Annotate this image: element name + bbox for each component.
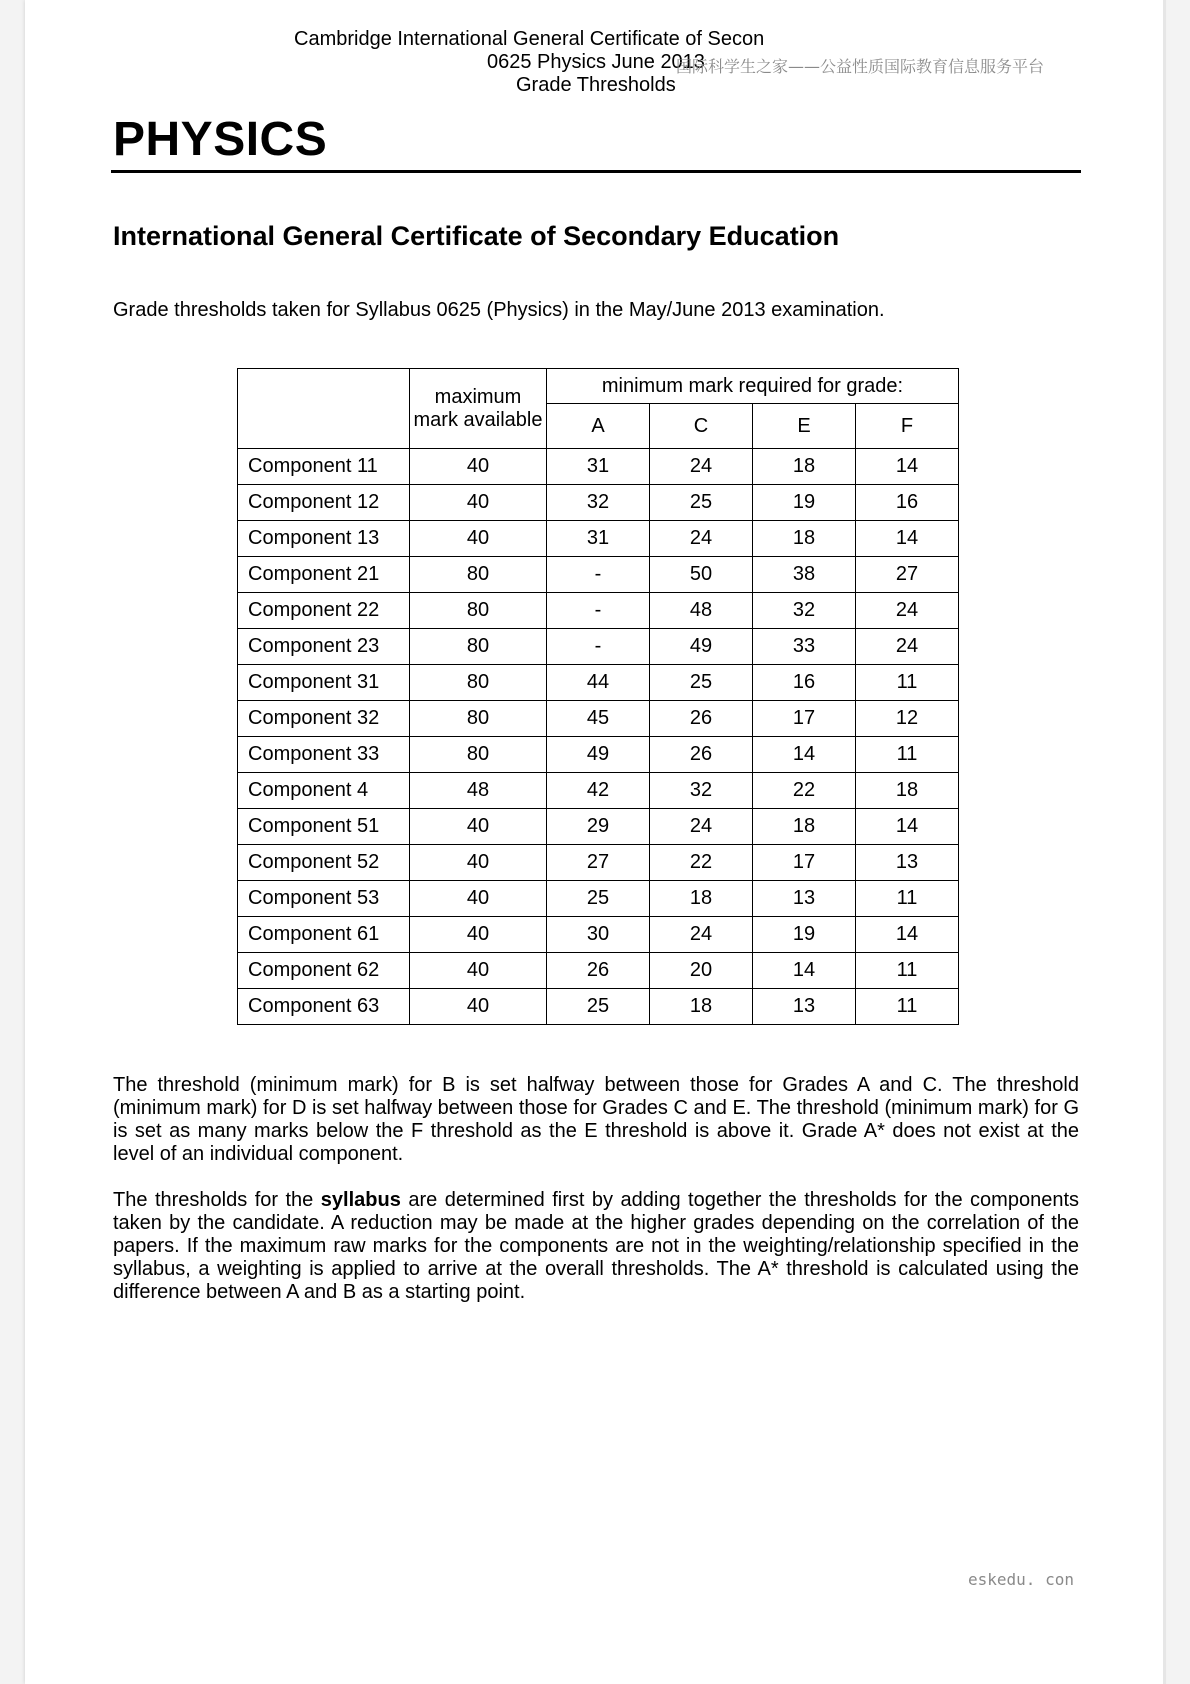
grade-f-cell: 12: [856, 701, 959, 737]
page-title: PHYSICS: [113, 113, 328, 166]
grade-e-cell: 14: [753, 737, 856, 773]
paragraph-text: The thresholds for the: [113, 1189, 321, 1211]
grade-c-cell: 18: [650, 881, 753, 917]
grade-e-cell: 18: [753, 449, 856, 485]
watermark-text: 国际科学生之家——公益性质国际教育信息服务平台: [676, 57, 1045, 76]
grade-c-cell: 24: [650, 917, 753, 953]
page-subtitle: International General Certificate of Secondary Education: [113, 221, 840, 251]
max-mark-header: maximum mark available: [410, 369, 547, 449]
grade-c-cell: 24: [650, 521, 753, 557]
component-name-cell: Component 53: [238, 881, 410, 917]
min-mark-header: minimum mark required for grade:: [547, 369, 959, 404]
grade-a-cell: -: [547, 629, 650, 665]
table-row: [238, 989, 959, 1025]
grade-e-cell: 38: [753, 557, 856, 593]
grade-a-cell: 30: [547, 917, 650, 953]
max-mark-cell: 40: [410, 953, 547, 989]
component-name-cell: Component 13: [238, 521, 410, 557]
paragraph-syllabus-thresholds: [113, 1189, 1079, 1304]
max-mark-cell: 80: [410, 557, 547, 593]
grade-e-cell: 18: [753, 521, 856, 557]
grade-e-cell: 17: [753, 845, 856, 881]
max-mark-cell: 80: [410, 737, 547, 773]
title-divider: [111, 170, 1081, 173]
grade-c-cell: 20: [650, 953, 753, 989]
grade-c-cell: 50: [650, 557, 753, 593]
max-mark-cell: 40: [410, 809, 547, 845]
grade-c-cell: 25: [650, 485, 753, 521]
max-mark-cell: 40: [410, 449, 547, 485]
component-name-cell: Component 31: [238, 665, 410, 701]
grade-f-cell: 18: [856, 773, 959, 809]
component-name-cell: Component 11: [238, 449, 410, 485]
grade-a-cell: -: [547, 593, 650, 629]
component-name-cell: Component 51: [238, 809, 410, 845]
component-header-empty: [238, 369, 410, 449]
grade-c-cell: 18: [650, 989, 753, 1025]
grade-f-cell: 11: [856, 989, 959, 1025]
max-mark-cell: 80: [410, 665, 547, 701]
grade-a-cell: 32: [547, 485, 650, 521]
grade-f-cell: 11: [856, 665, 959, 701]
grade-c-cell: 24: [650, 449, 753, 485]
component-name-cell: Component 52: [238, 845, 410, 881]
table-row: [238, 881, 959, 917]
grade-header-a: A: [547, 404, 650, 449]
grade-c-cell: 25: [650, 665, 753, 701]
grade-f-cell: 14: [856, 521, 959, 557]
grade-e-cell: 18: [753, 809, 856, 845]
grade-a-cell: -: [547, 557, 650, 593]
table-row: [238, 809, 959, 845]
component-name-cell: Component 23: [238, 629, 410, 665]
grade-f-cell: 27: [856, 557, 959, 593]
grade-e-cell: 13: [753, 989, 856, 1025]
table-row: [238, 917, 959, 953]
intro-text: Grade thresholds taken for Syllabus 0625 (Physics) in the May/June 2013 examination.: [113, 299, 885, 321]
grade-a-cell: 31: [547, 521, 650, 557]
paragraph-text: are determined first by adding together the thresholds for the components taken by the candidate. A reduction may be made at the higher grades depending on the correlation of the papers. If the maximum raw marks for the components are not in the weighting/relationship specified in the syllabus, a weighting is applied to arrive at the overall thresholds. The A* threshold is calculated using the difference between A and B as a starting point.: [113, 1189, 1080, 1303]
grade-e-cell: 14: [753, 953, 856, 989]
header-line-3: Grade Thresholds: [516, 74, 676, 96]
grade-f-cell: 11: [856, 953, 959, 989]
grade-a-cell: 45: [547, 701, 650, 737]
grade-a-cell: 29: [547, 809, 650, 845]
grade-f-cell: 11: [856, 881, 959, 917]
table-row: [238, 665, 959, 701]
grade-e-cell: 13: [753, 881, 856, 917]
grade-header-f: F: [856, 404, 959, 449]
grade-a-cell: 42: [547, 773, 650, 809]
grade-e-cell: 19: [753, 917, 856, 953]
component-name-cell: Component 12: [238, 485, 410, 521]
max-mark-cell: 40: [410, 989, 547, 1025]
page-edge: [1163, 0, 1166, 1684]
table-row: [238, 593, 959, 629]
grade-header-c: C: [650, 404, 753, 449]
header-line-1: Cambridge International General Certificate of Secon: [294, 28, 765, 50]
table-row: [238, 845, 959, 881]
max-mark-cell: 80: [410, 593, 547, 629]
grade-e-cell: 32: [753, 593, 856, 629]
grade-f-cell: 13: [856, 845, 959, 881]
grade-a-cell: 44: [547, 665, 650, 701]
table-row: [238, 953, 959, 989]
grade-a-cell: 25: [547, 989, 650, 1025]
footer-site: eskedu. con: [968, 1570, 1074, 1589]
component-name-cell: Component 63: [238, 989, 410, 1025]
grade-f-cell: 14: [856, 449, 959, 485]
grade-e-cell: 16: [753, 665, 856, 701]
max-mark-cell: 40: [410, 881, 547, 917]
component-name-cell: Component 61: [238, 917, 410, 953]
grade-e-cell: 19: [753, 485, 856, 521]
grade-c-cell: 26: [650, 701, 753, 737]
grade-f-cell: 14: [856, 809, 959, 845]
max-mark-cell: 40: [410, 521, 547, 557]
component-name-cell: Component 62: [238, 953, 410, 989]
max-mark-cell: 80: [410, 701, 547, 737]
component-name-cell: Component 32: [238, 701, 410, 737]
grade-a-cell: 31: [547, 449, 650, 485]
grade-c-cell: 49: [650, 629, 753, 665]
grade-e-cell: 33: [753, 629, 856, 665]
paragraph-thresholds-b-d-g: The threshold (minimum mark) for B is set halfway between those for Grades A and C. The threshold (minimum mark) for D is set halfway between those for Grades C and E. The threshold (minimum mark) for G is set as many marks below the F threshold as the E threshold is above it. Grade A* does not exist at the level of an individual component.: [113, 1074, 1079, 1165]
paragraph-bold-term: syllabus: [320, 1189, 401, 1211]
grade-a-cell: 26: [547, 953, 650, 989]
table-row: [238, 773, 959, 809]
grade-f-cell: 24: [856, 593, 959, 629]
grade-header-e: E: [753, 404, 856, 449]
grade-a-cell: 49: [547, 737, 650, 773]
table-row: [238, 737, 959, 773]
grade-c-cell: 24: [650, 809, 753, 845]
grade-c-cell: 48: [650, 593, 753, 629]
component-name-cell: Component 4: [238, 773, 410, 809]
component-name-cell: Component 21: [238, 557, 410, 593]
max-mark-cell: 80: [410, 629, 547, 665]
header-line-2: 0625 Physics June 2013: [487, 51, 705, 73]
grade-f-cell: 24: [856, 629, 959, 665]
max-mark-cell: 40: [410, 485, 547, 521]
grade-c-cell: 32: [650, 773, 753, 809]
table-row: [238, 449, 959, 485]
grade-f-cell: 11: [856, 737, 959, 773]
max-mark-cell: 48: [410, 773, 547, 809]
grade-c-cell: 22: [650, 845, 753, 881]
table-row: [238, 701, 959, 737]
component-name-cell: Component 22: [238, 593, 410, 629]
component-name-cell: Component 33: [238, 737, 410, 773]
max-mark-cell: 40: [410, 917, 547, 953]
grade-a-cell: 25: [547, 881, 650, 917]
grade-a-cell: 27: [547, 845, 650, 881]
table-row: [238, 521, 959, 557]
grade-e-cell: 17: [753, 701, 856, 737]
grade-c-cell: 26: [650, 737, 753, 773]
table-row: [238, 485, 959, 521]
max-mark-cell: 40: [410, 845, 547, 881]
grade-f-cell: 16: [856, 485, 959, 521]
grade-f-cell: 14: [856, 917, 959, 953]
grade-e-cell: 22: [753, 773, 856, 809]
grade-threshold-table: [237, 368, 959, 1025]
table-row: [238, 629, 959, 665]
table-row: [238, 557, 959, 593]
